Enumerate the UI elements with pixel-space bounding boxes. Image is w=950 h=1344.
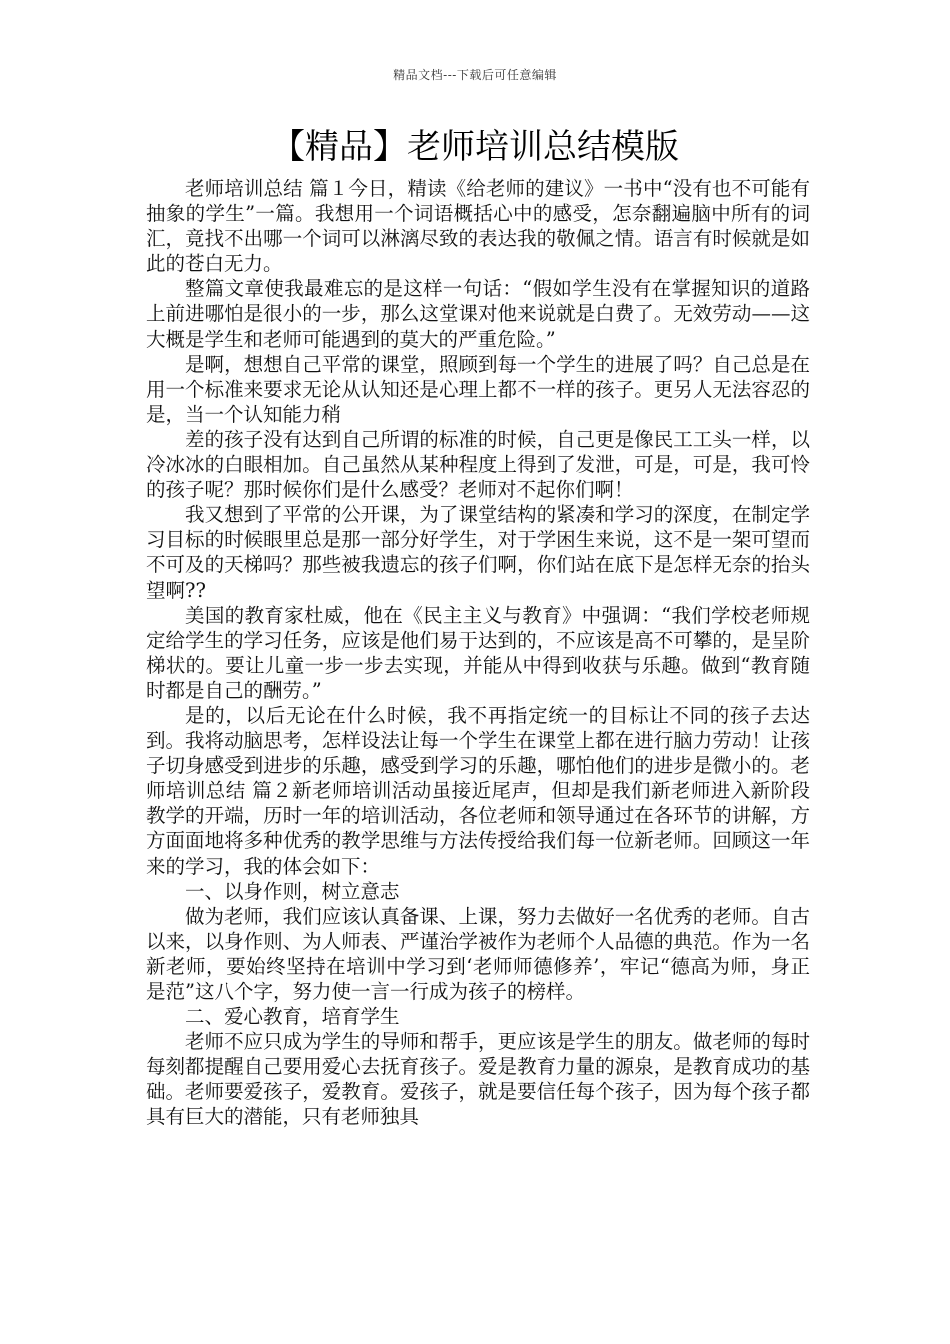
paragraph: 差的孩子没有达到自己所谓的标准的时候，自己更是像民工工头一样，以冷冰冰的白眼相加。自己虽然从某种程度上得到了发泄，可是，可是，我可怜的孩子呢？那时候你们是什么感受？老师对不起你们啊！: [146, 427, 810, 502]
paragraph: 做为老师，我们应该认真备课、上课，努力去做好一名优秀的老师。自古以来，以身作则、为人师表、严谨治学被作为老师个人品德的典范。作为一名新老师，要始终坚持在培训中学习到‘老师师德修养’，牢记“德高为师，身正是范”这八个字，努力使一言一行成为孩子的榜样。: [146, 904, 810, 1003]
paragraph: 老师培训总结 篇１今日，精读《给老师的建议》一书中“没有也不可能有抽象的学生”一篇。我想用一个词语概括心中的感受，怎奈翻遍脑中所有的词汇，竟找不出哪一个词可以淋漓尽致的表达我的敬佩之情。语言有时候就是如此的苍白无力。: [146, 177, 810, 276]
section-heading: 二、爱心教育，培育学生: [185, 1005, 400, 1029]
header-note: 精品文档---下载后可任意编辑: [393, 68, 557, 82]
document-title: 【精品】老师培训总结模版: [271, 127, 679, 167]
document-body: [146, 176, 810, 1130]
paragraph: 我又想到了平常的公开课，为了课堂结构的紧凑和学习的深度，在制定学习目标的时候眼里总是那一部分好学生，对于学困生来说，这不是一架可望而不可及的天梯吗？那些被我遗忘的孩子们啊，你们站在底下是怎样无奈的抬头望啊??: [146, 503, 810, 602]
paragraph: 美国的教育家杜威，他在《民主主义与教育》中强调：“我们学校老师规定给学生的学习任务，应该是他们易于达到的，不应该是高不可攀的，是呈阶梯状的。要让儿童一步一步去实现，并能从中得到收获与乐趣。做到“教育随时都是自己的酬劳。”: [146, 603, 810, 702]
paragraph: 老师不应只成为学生的导师和帮手，更应该是学生的朋友。做老师的每时每刻都提醒自己要用爱心去抚育孩子。爱是教育力量的源泉，是教育成功的基础。老师要爱孩子，爱教育。爱孩子，就是要信任每个孩子，因为每个孩子都具有巨大的潜能，只有老师独具: [146, 1030, 810, 1129]
paragraph: 是啊，想想自己平常的课堂，照顾到每一个学生的进展了吗？自己总是在用一个标准来要求无论从认知还是心理上都不一样的孩子。更另人无法容忍的是，当一个认知能力稍: [146, 352, 810, 426]
section-heading: 一、以身作则，树立意志: [185, 879, 400, 903]
paragraph: 整篇文章使我最难忘的是这样一句话：“假如学生没有在掌握知识的道路上前进哪怕是很小的一步，那么这堂课对他来说就是白费了。无效劳动——这大概是学生和老师可能遇到的莫大的严重危险。”: [146, 277, 810, 351]
paragraph: 是的，以后无论在什么时候，我不再指定统一的目标让不同的孩子去达到。我将动脑思考，怎样设法让每一个学生在课堂上都在进行脑力劳动！让孩子切身感受到进步的乐趣，感受到学习的乐趣，哪怕他们的进步是微小的。老师培训总结 篇２新老师培训活动虽接近尾声，但却是我们新老师进入新阶段教学的开端，历时一年的培训活动，各位老师和领导通过在各环节的讲解，方方面面地将多种优秀的教学思维与方法传授给我们每一位新老师。回顾这一年来的学习，我的体会如下：: [146, 703, 810, 878]
